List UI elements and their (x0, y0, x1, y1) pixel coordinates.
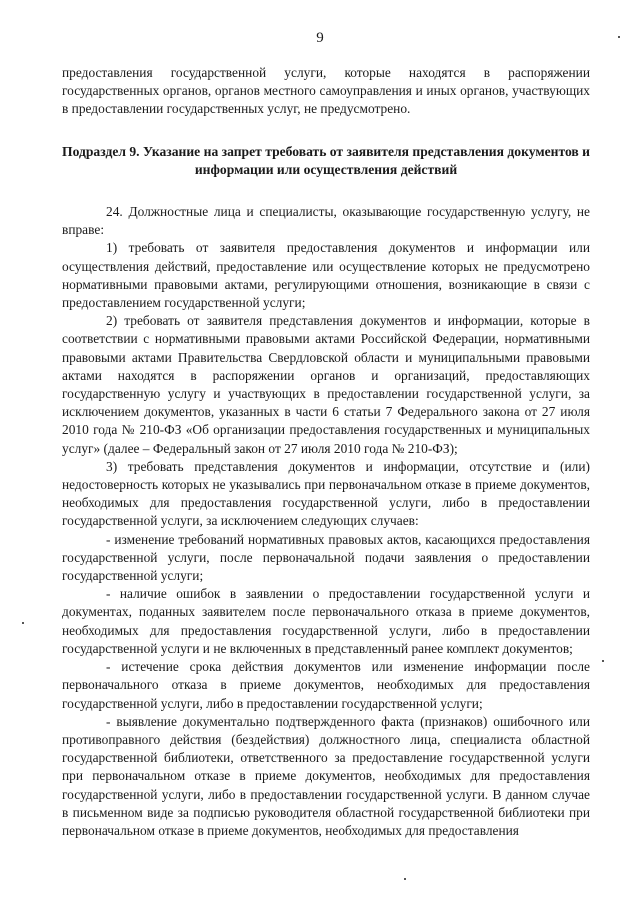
page-number: 9 (316, 30, 324, 46)
paragraph-clause-24: 24. Должностные лица и специалисты, оказывающие государственную услугу, не вправе: (62, 204, 590, 238)
scan-speck (618, 36, 620, 38)
scan-speck (22, 622, 24, 624)
document-body (62, 64, 590, 840)
paragraph-item-2: 2) требовать от заявителя представления документов и информации, которые в соответствии с нормативными правовыми актами Российской Федерации, нормативными правовыми актами Правительства Свердловской области и муниципальными правовыми актами находятся в распоряжении органов и организаций, предоставляющих государственную услугу и участвующих в предоставлении государственной услуги, за исключением документов, указанных в части 6 статьи 7 Федерального закона от 27 июля 2010 года № 210-ФЗ «Об организации предоставления государственных и муниципальных услуг» (далее – Федеральный закон от 27 июля 2010 года № 210-ФЗ); (62, 313, 590, 456)
paragraph-item-1: 1) требовать от заявителя предоставления документов и информации или осуществления действий, предоставление или осуществление которых не предусмотрено нормативными правовыми актами, регулирующими отношения, возникающие в связи с предоставлением государственной услуги; (62, 240, 590, 311)
list-item-expiration: - истечение срока действия документов или изменение информации после первоначального отказа в приеме документов, необходимых для предоставления государственной услуги, либо в предоставлении государственной услуги; (62, 659, 590, 711)
list-item-errors-in-application: - наличие ошибок в заявлении о предоставлении государственной услуги и документах, поданных заявителем после первоначального отказа в приеме документов, необходимых для предоставления государственной услуги, либо в предоставлении государственной услуги и не включенных в представленный ранее комплект документов; (62, 586, 590, 656)
list-item-erroneous-action: - выявление документально подтвержденного факта (признаков) ошибочного или противоправного действия (бездействия) должностного лица, специалиста областной государственной библиотеки, ответственного за предоставление государственной услуги при первоначальном отказе в приеме документов, необходимых для предоставления государственной услуги, либо в предоставлении государственной услуги. В данном случае в письменном виде за подписью руководителя областной государственной библиотеки при первоначальном отказе в приеме документов, необходимых для предоставления (62, 713, 590, 838)
section-heading: Подраздел 9. Указание на запрет требовать от заявителя представления документов и информации или осуществления действий (62, 143, 590, 177)
scan-speck (602, 660, 604, 662)
list-item-change-requirements: - изменение требований нормативных правовых актов, касающихся предоставления государственной услуги, после первоначальной подачи заявления о предоставлении государственной услуги; (62, 531, 590, 584)
paragraph-item-3: 3) требовать представления документов и информации, отсутствие и (или) недостоверность которых не указывались при первоначальном отказе в приеме документов, необходимых для предоставления государственной услуги, либо в предоставлении государственной услуги, за исключением следующих случаев: (62, 458, 590, 529)
scan-speck (404, 878, 406, 880)
paragraph-continuation: предоставления государственной услуги, которые находятся в распоряжении государственных органов, органов местного самоуправления и иных органов, участвующих в предоставлении государственных услуг, не предусмотрено. (62, 65, 590, 117)
